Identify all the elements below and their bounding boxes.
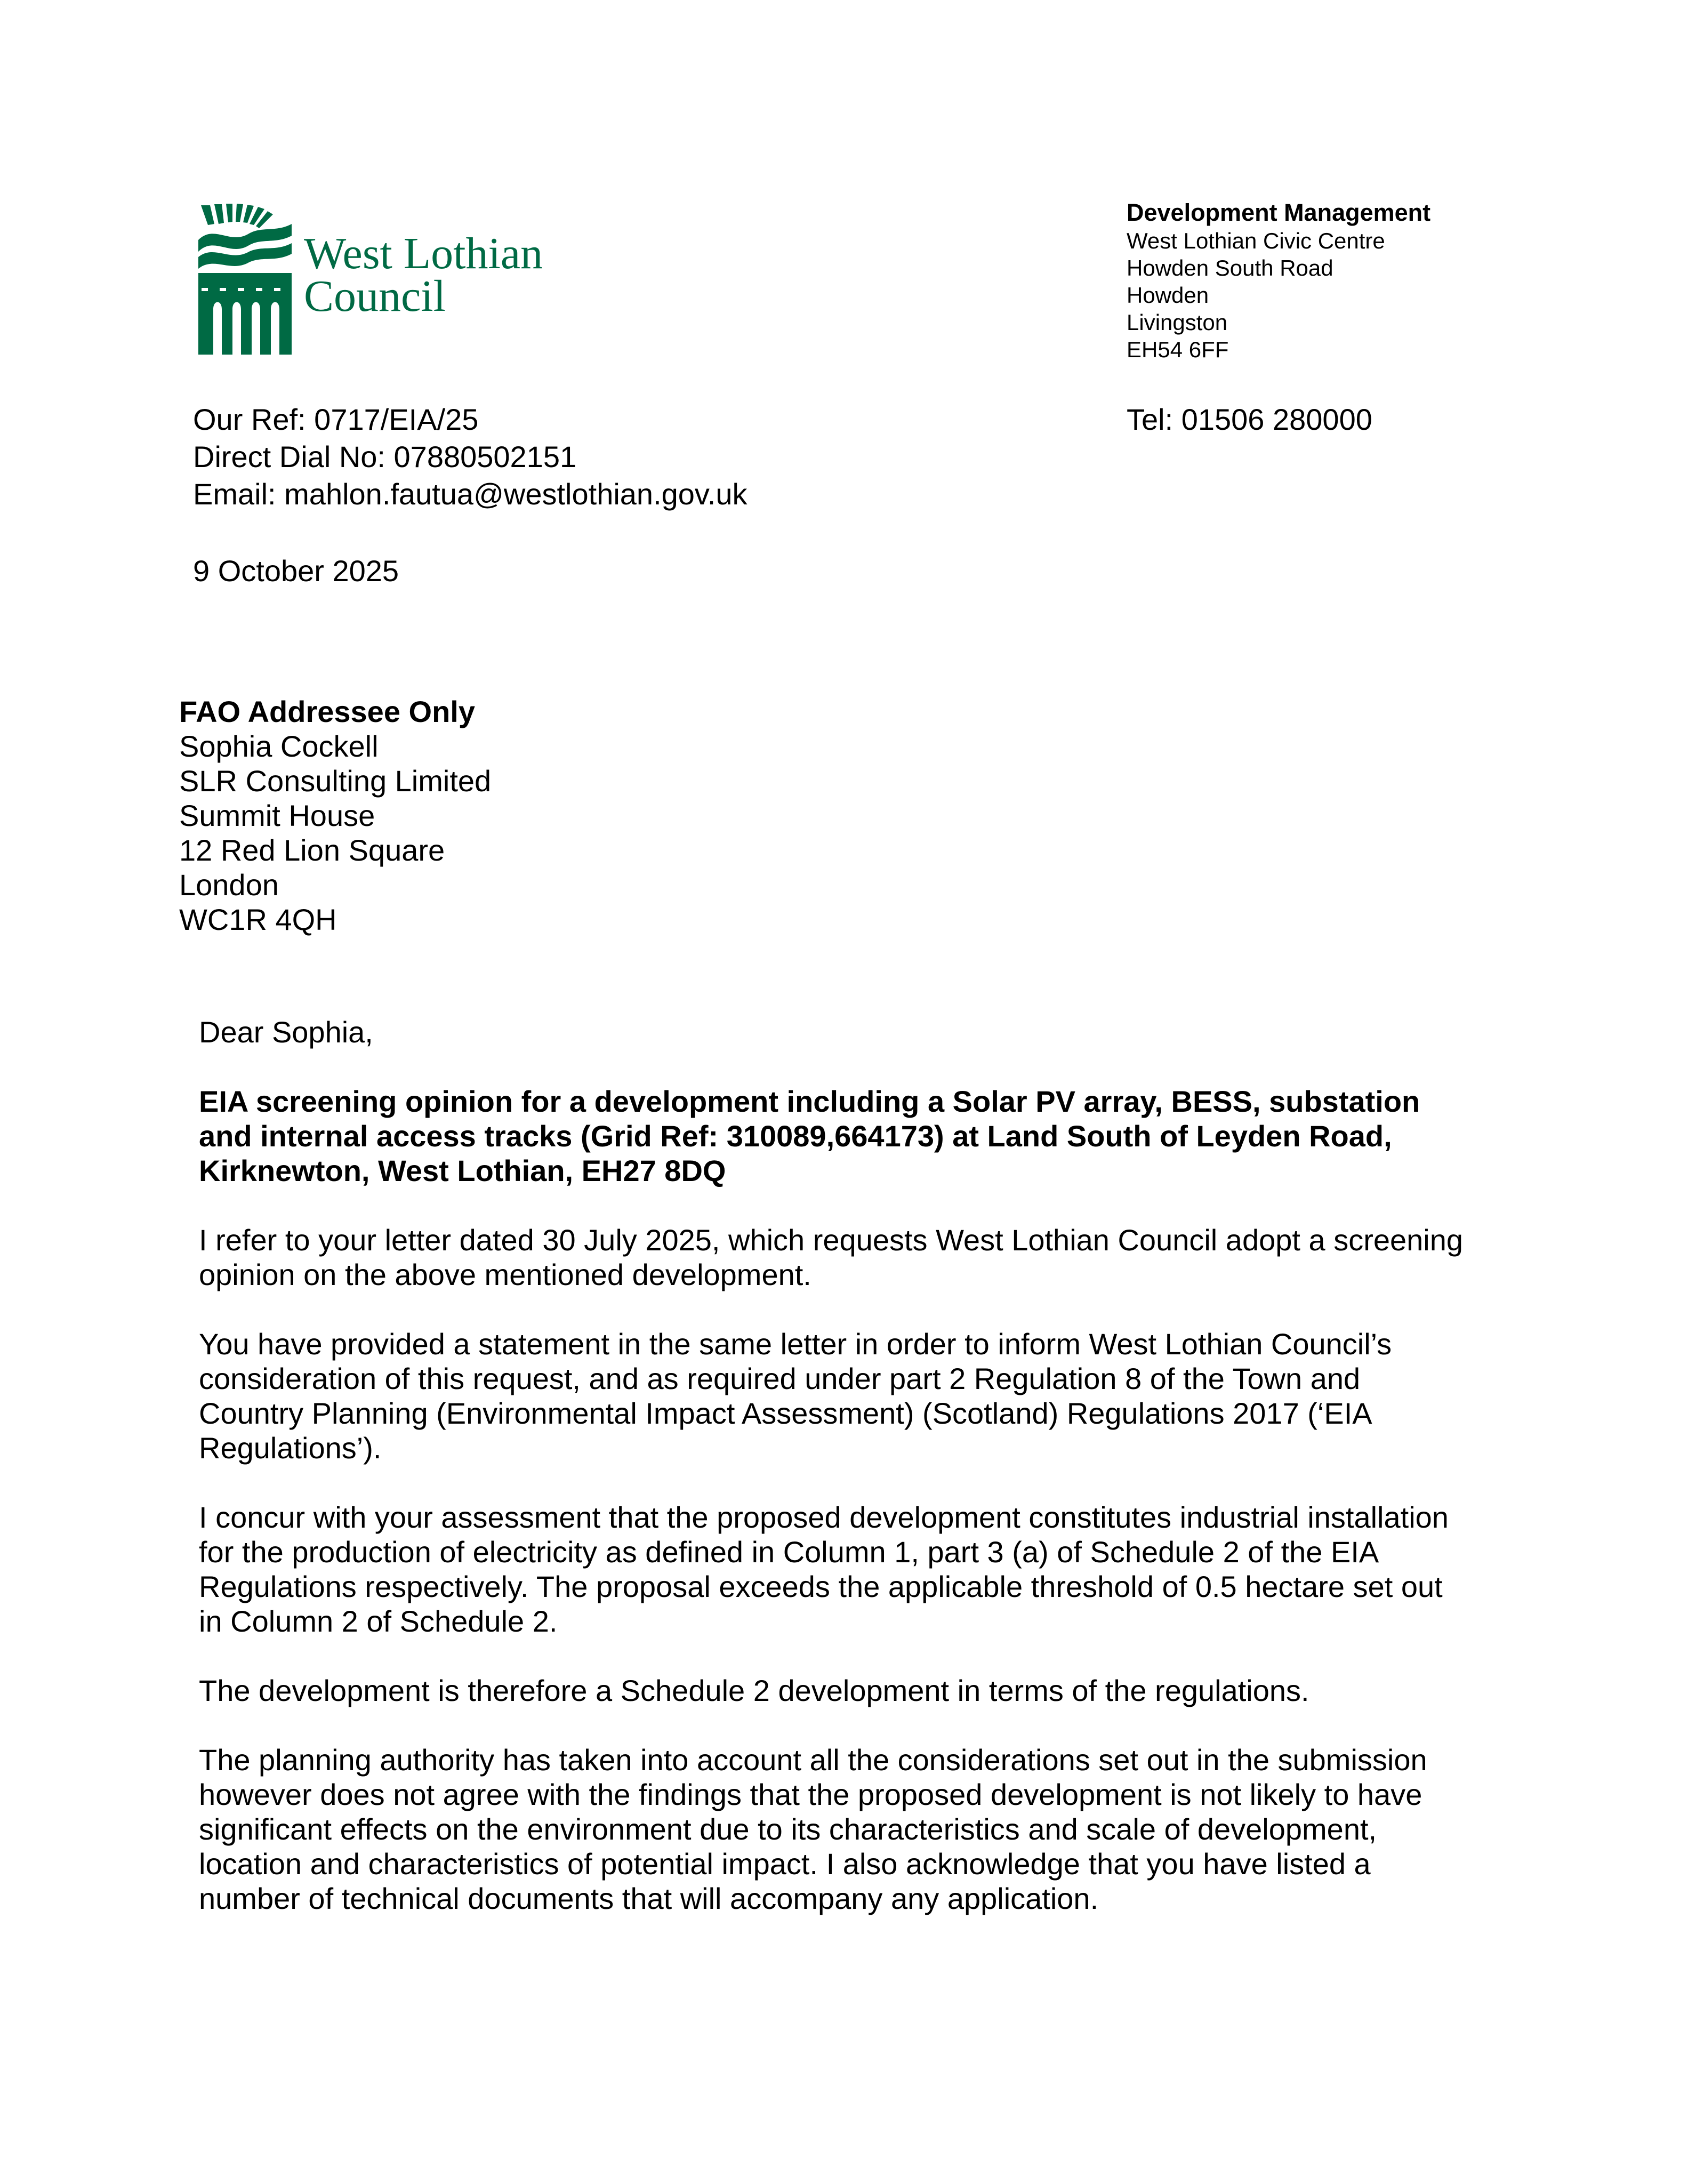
department-title: Development Management	[1127, 199, 1431, 226]
paragraph-line: significant effects on the environment due to its characteristics and scale of development,	[199, 1812, 1377, 1846]
paragraph-line: number of technical documents that will accompany any application.	[199, 1882, 1099, 1915]
letter-date: 9 October 2025	[193, 554, 399, 588]
recipient-line: SLR Consulting Limited	[179, 764, 492, 798]
paragraph-line: for the production of electricity as defined in Column 1, part 3 (a) of Schedule 2 of the EIA	[199, 1535, 1379, 1569]
paragraph-line: Regulations respectively. The proposal exceeds the applicable threshold of 0.5 hectare set out	[199, 1570, 1443, 1603]
fao-line: FAO Addressee Only	[179, 695, 475, 728]
recipient-line: 12 Red Lion Square	[179, 833, 445, 867]
letter-body	[199, 1015, 1489, 1950]
paragraph-line: location and characteristics of potential impact. I also acknowledge that you have listed a	[199, 1847, 1371, 1881]
address-line: Howden South Road	[1127, 255, 1333, 280]
paragraph	[199, 1500, 1489, 1639]
recipient-line: Sophia Cockell	[179, 729, 379, 763]
telephone: Tel: 01506 280000	[1127, 403, 1372, 436]
paragraph-line: The development is therefore a Schedule 2 development in terms of the regulations.	[199, 1674, 1309, 1707]
council-name-line1: West Lothian	[304, 229, 543, 278]
paragraph	[199, 1743, 1489, 1916]
recipient-line: London	[179, 868, 279, 902]
paragraph-line: Country Planning (Environmental Impact Assessment) (Scotland) Regulations 2017 (‘EIA	[199, 1396, 1372, 1430]
council-logo	[198, 203, 572, 355]
council-emblem-icon	[198, 203, 292, 355]
council-name	[304, 229, 543, 321]
address-line: EH54 6FF	[1127, 337, 1229, 362]
recipient-line: Summit House	[179, 799, 375, 832]
subject-line: and internal access tracks (Grid Ref: 310089,664173) at Land South of Leyden Road,	[199, 1119, 1392, 1153]
paragraph	[199, 1673, 1489, 1708]
subject-line: EIA screening opinion for a development including a Solar PV array, BESS, substation	[199, 1085, 1420, 1118]
paragraph-line: I refer to your letter dated 30 July 2025, which requests West Lothian Council adopt a screening	[199, 1223, 1464, 1257]
email: Email: mahlon.fautua@westlothian.gov.uk	[193, 477, 747, 511]
address-line: West Lothian Civic Centre	[1127, 228, 1385, 253]
recipient-address	[179, 694, 491, 937]
subject-line: Kirknewton, West Lothian, EH27 8DQ	[199, 1154, 726, 1187]
paragraph	[199, 1223, 1489, 1292]
reference-block	[193, 401, 747, 513]
paragraph-line: opinion on the above mentioned development.	[199, 1258, 811, 1291]
our-ref: Our Ref: 0717/EIA/25	[193, 403, 479, 436]
address-line: Howden	[1127, 283, 1209, 308]
paragraph-line: You have provided a statement in the same letter in order to inform West Lothian Council’s	[199, 1327, 1392, 1361]
address-line: Livingston	[1127, 310, 1228, 335]
paragraph-line: consideration of this request, and as required under part 2 Regulation 8 of the Town and	[199, 1362, 1361, 1395]
council-name-line2: Council	[304, 271, 446, 321]
recipient-line: WC1R 4QH	[179, 903, 337, 936]
salutation: Dear Sophia,	[199, 1015, 373, 1049]
paragraph-line: The planning authority has taken into account all the considerations set out in the submission	[199, 1743, 1427, 1777]
sender-address	[1127, 198, 1430, 363]
paragraph-line: Regulations’).	[199, 1431, 382, 1465]
paragraph-line: in Column 2 of Schedule 2.	[199, 1604, 558, 1638]
paragraph	[199, 1327, 1489, 1465]
paragraph-line: however does not agree with the findings that the proposed development is not likely to have	[199, 1778, 1422, 1811]
subject-heading	[199, 1084, 1489, 1188]
direct-dial: Direct Dial No: 07880502151	[193, 440, 577, 473]
paragraph-line: I concur with your assessment that the proposed development constitutes industrial installation	[199, 1500, 1449, 1534]
